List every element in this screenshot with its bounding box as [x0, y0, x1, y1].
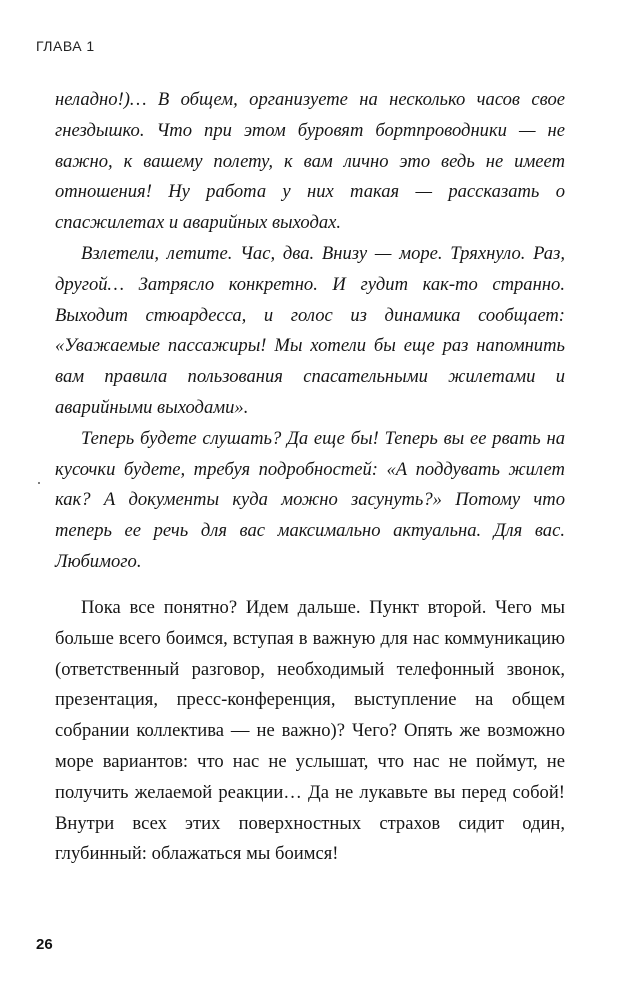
italic-paragraph-1: неладно!)… В общем, организуете на несколько часов свое гнездышко. Что при этом буровят бортпроводники — не важно, к вашему полету, к вам лично это ведь не имеет отношения! Ну работа у них такая — рассказать о спасжилетах и аварийных выходах.: [55, 89, 565, 234]
running-head: ГЛАВА 1: [36, 38, 95, 54]
italic-paragraph-3: Теперь будете слушать? Да еще бы! Теперь вы ее рвать на кусочки будете, требуя подробностей: «А поддувать жилет как? А документы куда можно засунуть?» Потому что теперь ее речь для вас максимально актуальна. Для вас. Любимого.: [55, 427, 565, 572]
margin-dot: [38, 482, 40, 484]
main-paragraph: Пока все понятно? Идем дальше. Пункт второй. Чего мы больше всего боимся, вступая в важную для нас коммуникацию (ответственный разговор, необходимый телефонный звонок, презентация, пресс-конференция, выступление на общем собрании коллектива — не важно)? Чего? Опять же возможно море вариантов: что нас не услышат, что нас не поймут, не получить желаемой реакции… Да не лукавьте вы перед собой! Внутри всех этих поверхностных страхов сидит один, глубинный: облажаться мы боимся!: [55, 597, 565, 865]
italic-passage: [55, 85, 565, 578]
italic-paragraph-2: Взлетели, летите. Час, два. Внизу — море. Тряхнуло. Раз, другой… Затрясло конкретно. И гудит как-то странно. Выходит стюардесса, и голос из динамика сообщает: «Уважаемые пассажиры! Мы хотели бы еще раз напомнить вам правила пользования спасательными жилетами и аварийными выходами».: [55, 242, 565, 418]
page-number: 26: [36, 936, 53, 953]
main-passage: [55, 593, 565, 870]
